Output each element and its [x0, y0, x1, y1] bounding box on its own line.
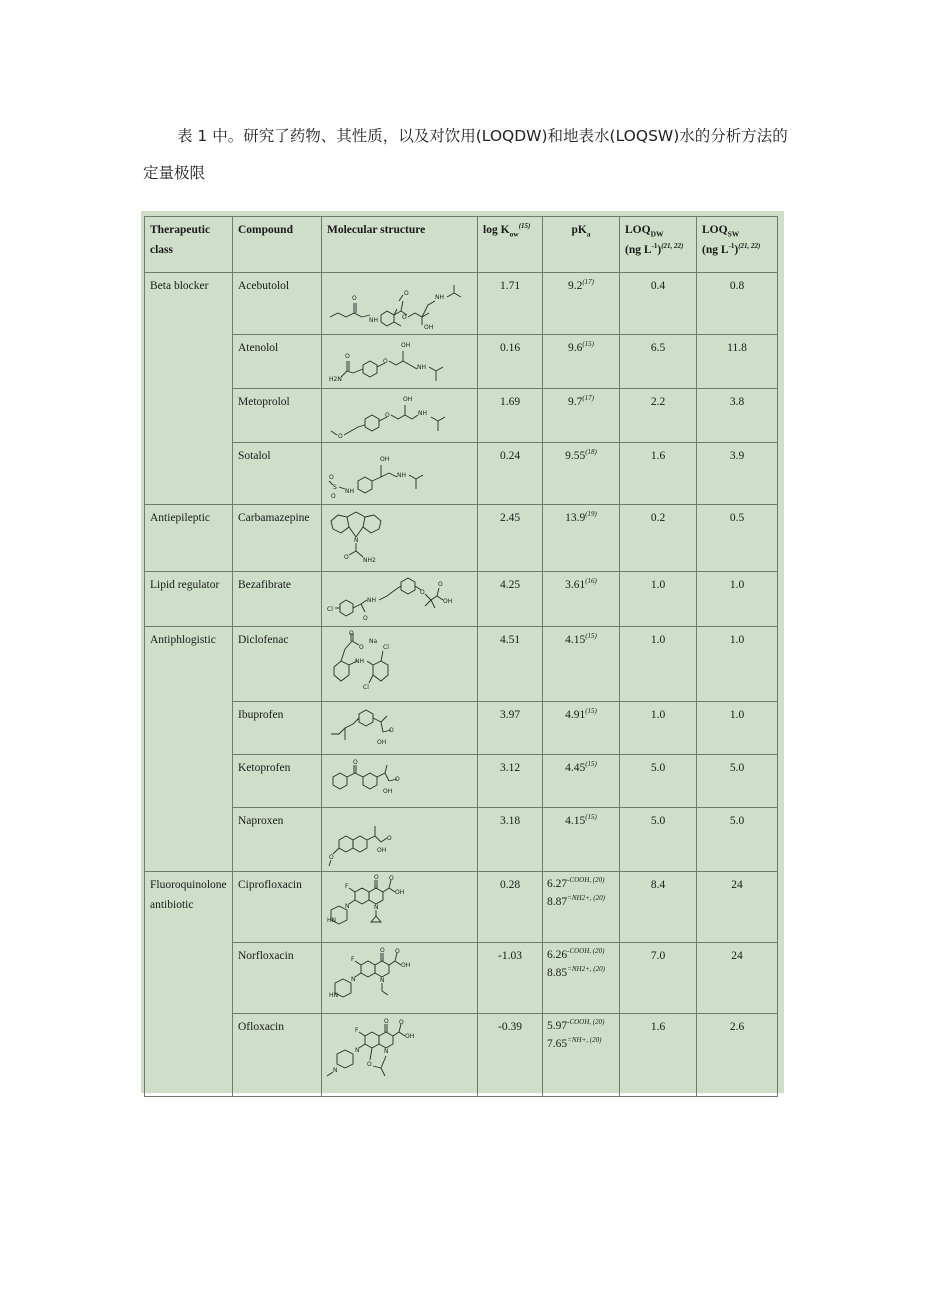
compound-name: Norfloxacin [233, 943, 322, 1014]
compound-name: Acebutolol [233, 273, 322, 335]
svg-text:F: F [345, 883, 349, 890]
pka: $5.97^{-COOH, (20)}$ $7.65^{=NH+, (20)}$ [543, 1014, 620, 1097]
svg-text:OH: OH [383, 788, 393, 795]
ciprofloxacin-structure-icon [325, 874, 475, 940]
pka: 4.91$^{(15)}$ [543, 702, 620, 755]
loq-sw: 5.0 [697, 808, 778, 872]
svg-text:N: N [345, 903, 350, 910]
log-kow: -1.03 [478, 943, 543, 1014]
svg-text:Cl: Cl [383, 644, 389, 651]
loq-sw: 24 [697, 872, 778, 943]
norfloxacin-structure-icon [325, 945, 475, 1011]
svg-text:O: O [399, 1019, 404, 1026]
compound-name: Ketoprofen [233, 755, 322, 808]
svg-text:HN: HN [329, 992, 338, 999]
header-row [145, 217, 778, 273]
svg-text:OH: OH [403, 396, 413, 403]
pka: 13.9$^{(19)}$ [543, 505, 620, 572]
svg-text:HN: HN [327, 917, 336, 924]
loq-dw: 1.6 [620, 1014, 697, 1097]
pka: 9.7$^{(17)}$ [543, 389, 620, 443]
pka: 3.61$^{(16)}$ [543, 572, 620, 627]
loq-dw: 0.2 [620, 505, 697, 572]
svg-text:O: O [389, 875, 394, 882]
loq-sw: 1.0 [697, 572, 778, 627]
header-pka: $pK_a$ [543, 217, 620, 273]
ibuprofen-structure-icon [325, 704, 475, 752]
svg-text:N: N [355, 1047, 360, 1054]
svg-text:O: O [338, 433, 343, 439]
structure-bezafibrate [322, 572, 478, 627]
svg-text:O: O [404, 290, 409, 297]
header-compound: Compound [233, 217, 322, 273]
log-kow: -0.39 [478, 1014, 543, 1097]
structure-acebutolol [322, 273, 478, 335]
svg-text:NH: NH [345, 488, 354, 495]
table-row [145, 755, 778, 808]
log-kow: 0.24 [478, 443, 543, 505]
svg-text:O: O [380, 947, 385, 954]
pka: 9.2$^{(17)}$ [543, 273, 620, 335]
ofloxacin-structure-icon [325, 1016, 475, 1094]
svg-text:NH: NH [397, 472, 406, 479]
svg-text:F: F [355, 1027, 359, 1034]
svg-text:OH: OH [443, 598, 453, 605]
structure-diclofenac [322, 627, 478, 702]
structure-naproxen [322, 808, 478, 872]
svg-text:N: N [380, 977, 385, 984]
pka: 9.6$^{(15)}$ [543, 335, 620, 389]
table-row [145, 572, 778, 627]
compound-name: Ciprofloxacin [233, 872, 322, 943]
svg-text:O: O [384, 1018, 389, 1025]
svg-text:OH: OH [401, 342, 411, 349]
svg-text:O: O [352, 295, 357, 302]
log-kow: 4.25 [478, 572, 543, 627]
svg-text:O: O [353, 759, 358, 766]
structure-atenolol [322, 335, 478, 389]
svg-text:O: O [385, 412, 390, 419]
svg-text:Cl: Cl [327, 606, 333, 613]
svg-text:Cl: Cl [363, 684, 369, 691]
compound-name: Metoprolol [233, 389, 322, 443]
compound-name: Bezafibrate [233, 572, 322, 627]
acebutolol-structure-icon [325, 275, 475, 331]
svg-text:O: O [345, 353, 350, 360]
log-kow: 1.71 [478, 273, 543, 335]
class-fluoroquinolone-antibiotic: Fluoroquinolone antibiotic [145, 872, 233, 1097]
header-loq-sw: $LOQ_{SW}$ (ng $L^{-1})^{(21, 22)}$ [697, 217, 778, 273]
svg-text:O: O [383, 358, 388, 365]
compound-name: Carbamazepine [233, 505, 322, 572]
structure-ciprofloxacin [322, 872, 478, 943]
svg-text:NH: NH [369, 317, 378, 324]
loq-sw: 1.0 [697, 627, 778, 702]
structure-sotalol [322, 443, 478, 505]
svg-text:O: O [329, 854, 334, 861]
svg-text:F: F [351, 956, 355, 963]
svg-text:OH: OH [380, 456, 390, 463]
loq-dw: 2.2 [620, 389, 697, 443]
structure-carbamazepine [322, 505, 478, 572]
loq-dw: 7.0 [620, 943, 697, 1014]
log-kow: 3.12 [478, 755, 543, 808]
header-molecular-structure: Molecular structure [322, 217, 478, 273]
table-row [145, 702, 778, 755]
structure-ofloxacin [322, 1014, 478, 1097]
loq-dw: 5.0 [620, 808, 697, 872]
structure-ketoprofen [322, 755, 478, 808]
loq-sw: 3.8 [697, 389, 778, 443]
table-row [145, 505, 778, 572]
svg-text:OH: OH [401, 962, 411, 969]
loq-sw: 1.0 [697, 702, 778, 755]
class-antiphlogistic: Antiphlogistic [145, 627, 233, 872]
table-row [145, 389, 778, 443]
svg-text:N: N [374, 904, 379, 911]
table-row [145, 808, 778, 872]
svg-text:NH: NH [435, 294, 444, 301]
log-kow: 1.69 [478, 389, 543, 443]
svg-text:O: O [395, 948, 400, 955]
loq-dw: 1.0 [620, 627, 697, 702]
log-kow: 0.16 [478, 335, 543, 389]
structure-ibuprofen [322, 702, 478, 755]
metoprolol-structure-icon [325, 391, 475, 439]
loq-dw: 6.5 [620, 335, 697, 389]
loq-sw: 24 [697, 943, 778, 1014]
table-caption: 表 1 中。研究了药物、其性质，以及对饮用(LOQDW)和地表水(LOQSW)水的分析方法的定量极限 [143, 127, 788, 182]
drug-properties-table [144, 216, 778, 1097]
log-kow: 2.45 [478, 505, 543, 572]
svg-text:O: O [331, 493, 336, 500]
pka: 9.55$^{(18)}$ [543, 443, 620, 505]
loq-dw: 8.4 [620, 872, 697, 943]
diclofenac-structure-icon [325, 629, 475, 699]
table-row [145, 872, 778, 943]
log-kow: 4.51 [478, 627, 543, 702]
loq-sw: 11.8 [697, 335, 778, 389]
log-kow: 3.18 [478, 808, 543, 872]
bezafibrate-structure-icon [325, 574, 475, 624]
compound-name: Ofloxacin [233, 1014, 322, 1097]
loq-dw: 1.6 [620, 443, 697, 505]
svg-text:N: N [354, 537, 359, 544]
table-row [145, 627, 778, 702]
sotalol-structure-icon [325, 445, 475, 501]
svg-text:O: O [395, 776, 400, 783]
compound-name: Sotalol [233, 443, 322, 505]
svg-text:O: O [363, 615, 368, 622]
svg-text:OH: OH [405, 1033, 415, 1040]
svg-text:NH: NH [417, 364, 426, 371]
svg-text:O: O [402, 314, 407, 321]
table-row [145, 1014, 778, 1097]
table-row [145, 335, 778, 389]
svg-text:NH: NH [418, 410, 427, 417]
svg-text:OH: OH [424, 324, 434, 331]
pka: 4.15$^{(15)}$ [543, 627, 620, 702]
svg-text:Na: Na [369, 638, 378, 645]
loq-dw: 1.0 [620, 702, 697, 755]
loq-sw: 0.8 [697, 273, 778, 335]
header-log-kow: $\log K_{ow}^{(15)}$ [478, 217, 543, 273]
svg-text:O: O [438, 581, 443, 588]
svg-text:OH: OH [377, 739, 387, 746]
svg-text:H2N: H2N [329, 376, 342, 383]
structure-metoprolol [322, 389, 478, 443]
loq-sw: 5.0 [697, 755, 778, 808]
svg-text:OH: OH [377, 847, 387, 854]
header-therapeutic-class: Therapeutic class [145, 217, 233, 273]
table-row [145, 443, 778, 505]
svg-text:N: N [384, 1048, 389, 1055]
svg-text:O: O [344, 554, 349, 561]
loq-sw: 3.9 [697, 443, 778, 505]
loq-sw: 2.6 [697, 1014, 778, 1097]
svg-text:NH: NH [355, 658, 364, 665]
carbamazepine-structure-icon [325, 507, 475, 569]
compound-name: Atenolol [233, 335, 322, 389]
svg-text:N: N [333, 1067, 338, 1074]
header-loq-dw: $LOQ_{DW}$ (ng $L^{-1})^{(21, 22)}$ [620, 217, 697, 273]
svg-text:OH: OH [395, 889, 405, 896]
compound-name: Ibuprofen [233, 702, 322, 755]
svg-text:O: O [367, 1061, 372, 1068]
loq-dw: 0.4 [620, 273, 697, 335]
loq-sw: 0.5 [697, 505, 778, 572]
class-antiepileptic: Antiepileptic [145, 505, 233, 572]
class-beta-blocker: Beta blocker [145, 273, 233, 505]
svg-text:NH: NH [367, 597, 376, 604]
log-kow: 3.97 [478, 702, 543, 755]
table-row [145, 943, 778, 1014]
ketoprofen-structure-icon [325, 757, 475, 805]
pka: 4.15$^{(15)}$ [543, 808, 620, 872]
log-kow: 0.28 [478, 872, 543, 943]
loq-dw: 5.0 [620, 755, 697, 808]
svg-text:O: O [420, 589, 425, 596]
naproxen-structure-icon [325, 810, 475, 868]
svg-text:O: O [359, 644, 364, 651]
svg-text:N: N [351, 976, 356, 983]
svg-text:NH2: NH2 [363, 557, 376, 564]
compound-name: Naproxen [233, 808, 322, 872]
table-row [145, 273, 778, 335]
svg-text:O: O [349, 630, 354, 637]
svg-text:O: O [389, 727, 394, 734]
table-container [141, 211, 784, 1093]
svg-text:S: S [333, 484, 337, 491]
atenolol-structure-icon [325, 337, 475, 385]
pka: $6.26^{-COOH, (20)}$ $8.85^{=NH2+, (20)}$ [543, 943, 620, 1014]
compound-name: Diclofenac [233, 627, 322, 702]
structure-norfloxacin [322, 943, 478, 1014]
pka: $6.27^{-COOH, (20)}$ $8.87^{=NH2+, (20)}$ [543, 872, 620, 943]
loq-dw: 1.0 [620, 572, 697, 627]
pka: 4.45$^{(15)}$ [543, 755, 620, 808]
svg-text:O: O [374, 874, 379, 881]
svg-text:O: O [387, 835, 392, 842]
svg-text:O: O [329, 474, 334, 481]
class-lipid-regulator: Lipid regulator [145, 572, 233, 627]
